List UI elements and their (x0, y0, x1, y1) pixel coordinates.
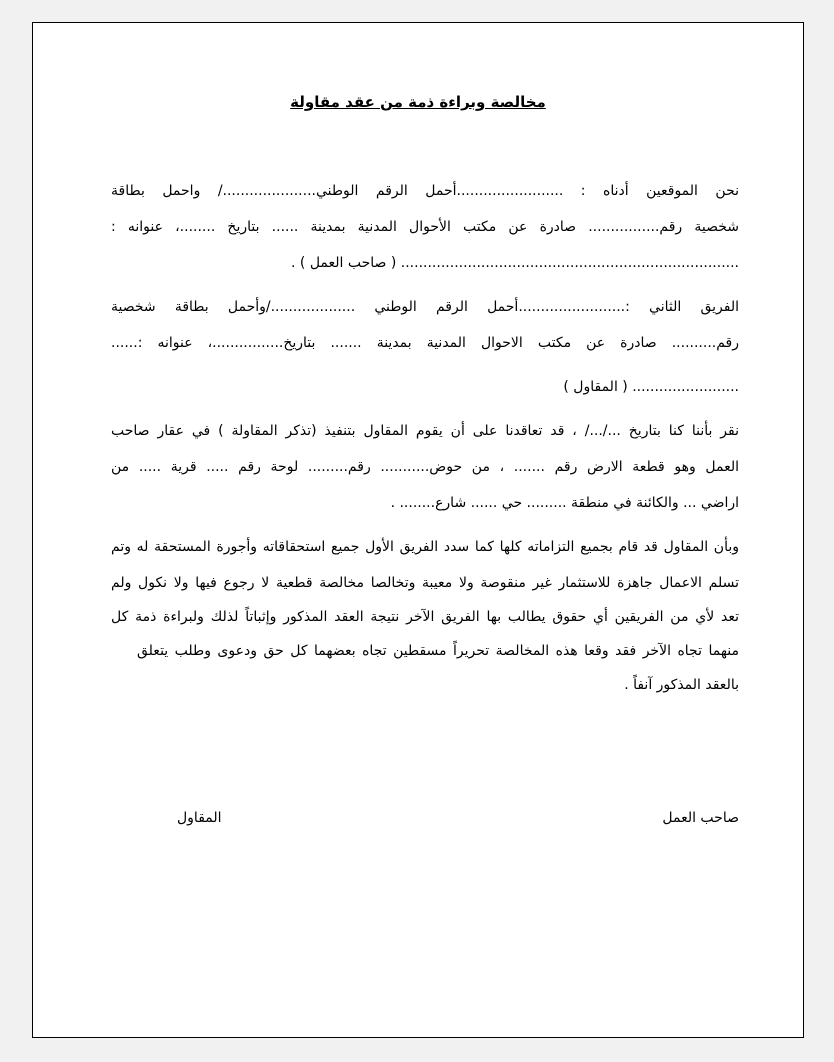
agreement-line-2: العمل وهو قطعة الارض رقم ....... ، من حوض........... رقم......... لوحة رقم ..... قرية ..... من (111, 459, 739, 475)
party2-line-3: ........................ ( المقاول ) (563, 379, 739, 395)
owner-signature-label: صاحب العمل (662, 810, 739, 826)
document-title: مخالصة وبراءة ذمة من عقد مقاولة (290, 93, 546, 111)
clearance-line-1: وبأن المقاول قد قام بجميع التزاماته كلها كما سدد الفريق الأول جميع استحقاقاته وأجورة المستحقة له وتم (111, 539, 739, 555)
party1-line-1: نحن الموقعين أدناه : ........................أحمل الرقم الوطني...................../ واحمل بطاقة (111, 183, 739, 199)
party2-line-2: رقم.......... صادرة عن مكتب الاحوال المدنية بمدينة ....... بتاريخ................، عنوانه :...... (111, 335, 739, 351)
agreement-line-3: اراضي ... والكائنة في منطقة ......... حي ...... شارع........ . (390, 495, 739, 511)
clearance-line-3: تعد لأي من الفريقين أي حقوق يطالب بها الفريق الآخر نتيجة العقد المذكور وإثباتاً لذلك ولبراءة ذمة كل (111, 609, 739, 625)
clearance-line-4: منهما تجاه الآخر فقد وقعا هذه المخالصة تحريراً مسقطين تجاه بعضهما كل حق ودعوى وطلب يتعلق (137, 643, 739, 659)
party2-line-1: الفريق الثاني :........................أحمل الرقم الوطني .................../وأحمل بطاقة شخصية (111, 299, 739, 315)
clearance-line-2: تسلم الاعمال جاهزة للاستثمار غير منقوصة ولا معيبة وتخالصا مخالصة قطعية لا رجوع فيها ولا نكول ولم (111, 575, 739, 591)
agreement-line-1: نقر بأننا كنا بتاريخ .../.../ ، قد تعاقدنا على أن يقوم المقاول بتنفيذ (تذكر المقاولة ) في عقار صاحب (111, 423, 739, 439)
contractor-signature-label: المقاول (177, 810, 222, 826)
party1-line-2: شخصية رقم................ صادرة عن مكتب الأحوال المدنية بمدينة ...... بتاريخ ........، عنوانه : (111, 219, 739, 235)
clearance-line-5: بالعقد المذكور آنفاً . (624, 677, 739, 693)
party1-line-3: ............................................................................ ( صاحب العمل ) . (291, 255, 739, 271)
document-page (32, 22, 804, 1038)
